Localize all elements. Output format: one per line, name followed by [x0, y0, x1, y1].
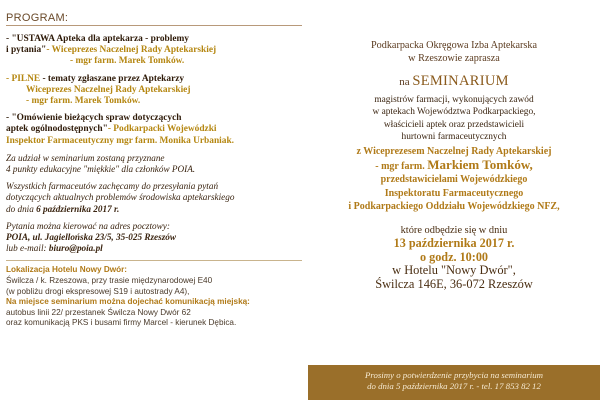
hotel-divider [6, 260, 302, 261]
transport-line2: oraz komunikacją PKS i busami firmy Marcel - kierunek Dębica. [6, 318, 237, 328]
program-item-1-line1: - "USTAWA Apteka dla aptekarza - problemy [6, 34, 189, 44]
speakers-line5: i Podkarpackiego Oddziału Wojewódzkiego NFZ, [348, 201, 560, 213]
audience-line2: w aptekach Województwa Podkarpackiego, [372, 107, 536, 118]
program-item-2 [6, 74, 302, 108]
transport-heading: Na miejsce seminarium można dojechać komunikacją miejską: [6, 297, 250, 307]
program-item-1-speaker-name: - mgr farm. Marek Tomków. [70, 56, 185, 67]
program-item-3-line1: - "Omówienie bieżących spraw dotyczących [6, 113, 182, 124]
program-item-3-speaker-role: - Podkarpacki Wojewódzki [107, 124, 217, 135]
program-item-3-speaker-name: Inspektor Farmaceutyczny mgr farm. Monika Urbaniak. [6, 135, 235, 146]
questions-deadline-date: 6 października 2017 r. [36, 203, 120, 214]
speakers-line4: Inspektoratu Farmaceutycznego [384, 187, 524, 199]
points-note [6, 153, 302, 175]
email-prefix: lub e-mail: [6, 243, 49, 254]
questions-invite [6, 181, 302, 215]
rsvp-line1: Prosimy o potwierdzenie przybycia na seminarium [365, 370, 543, 380]
audience-description [308, 94, 600, 144]
event-details [308, 224, 600, 292]
audience-line1: magistrów farmacji, wykonujących zawód [374, 95, 534, 105]
program-item-2-speaker-role: Wiceprezes Naczelnej Rady Aptekarskiej [26, 84, 191, 95]
points-note-line2: 4 punkty edukacyjne "miękkie" dla członków POIA. [6, 164, 196, 175]
points-note-line1: Za udział w seminarium zostaną przyznane [6, 152, 165, 163]
postal-address: POIA, ul. Jagiellońska 23/5, 35-025 Rzeszów [6, 232, 176, 243]
program-item-1 [6, 34, 302, 68]
program-column [6, 12, 302, 400]
questions-invite-line2: dotyczących aktualnych problemów środowiska aptekarskiego [6, 192, 235, 203]
speaker-name: Markiem Tomków, [427, 157, 533, 173]
program-divider [6, 25, 302, 26]
audience-line4: hurtowni farmaceutycznych [401, 132, 507, 143]
seminar-title: SEMINARIUM [412, 73, 509, 89]
event-date-intro: które odbędzie się w dniu [400, 224, 508, 236]
program-title: PROGRAM: [6, 12, 69, 24]
organizer-invites: w Rzeszowie zaprasza [408, 53, 500, 64]
email-address[interactable]: biuro@poia.pl [48, 243, 103, 254]
program-item-3 [6, 113, 302, 147]
event-date: 13 października 2017 r. [393, 236, 515, 251]
program-item-2-urgent: - PILNE [6, 73, 41, 84]
contact-info-line1: Pytania można kierować na adres pocztowy: [6, 220, 170, 231]
speakers-line1: z Wiceprezesem Naczelnej Rady Aptekarskiej [356, 145, 552, 157]
event-venue: w Hotelu "Nowy Dwór", [392, 263, 516, 278]
invitation-column [308, 12, 600, 400]
program-item-2-speaker-name: - mgr farm. Marek Tomków. [26, 96, 141, 107]
event-time: o godz. 10:00 [419, 249, 489, 264]
contact-info [6, 221, 302, 255]
seminar-heading [308, 73, 600, 90]
questions-invite-line1: Wszystkich farmaceutów zachęcamy do przesyłania pytań [6, 181, 219, 192]
transport-line1: autobus linii 22/ przestanek Świlcza Nowy Dwór 62 [6, 307, 191, 317]
organizer-name: Podkarpacka Okręgowa Izba Aptekarska [370, 40, 538, 51]
event-address: Świlcza 146E, 36-072 Rzeszów [375, 277, 533, 292]
program-item-1-topic-end: i pytania" [6, 45, 47, 56]
hotel-location [6, 265, 302, 329]
questions-deadline-prefix: do dnia [6, 203, 37, 214]
hotel-line1: Świlcza / k. Rzeszowa, przy trasie międzynarodowej E40 [6, 276, 213, 286]
seminar-prefix: na [399, 76, 413, 88]
speakers-line3: przedstawicielami Wojewódzkiego [380, 174, 528, 186]
rsvp-banner [308, 365, 600, 400]
audience-line3: właścicieli aptek oraz przedstawicieli [383, 119, 525, 130]
speakers [308, 145, 600, 214]
hotel-line2: (w pobliżu drogi ekspresowej S19 i autostrady A4), [6, 286, 190, 296]
program-item-3-topic-end: aptek ogólnodostępnych" [6, 124, 108, 135]
organizer [308, 39, 600, 65]
program-item-2-topic: - tematy zgłaszane przez Aptekarzy [40, 73, 185, 84]
program-item-1-speaker-role: - Wiceprezes Naczelnej Rady Aptekarskiej [46, 45, 217, 56]
rsvp-line2: do dnia 5 października 2017 r. - tel. 17 853 82 12 [367, 381, 541, 392]
speaker-title: - mgr farm. [375, 161, 428, 173]
hotel-heading: Lokalizacja Hotelu Nowy Dwór: [6, 265, 128, 275]
